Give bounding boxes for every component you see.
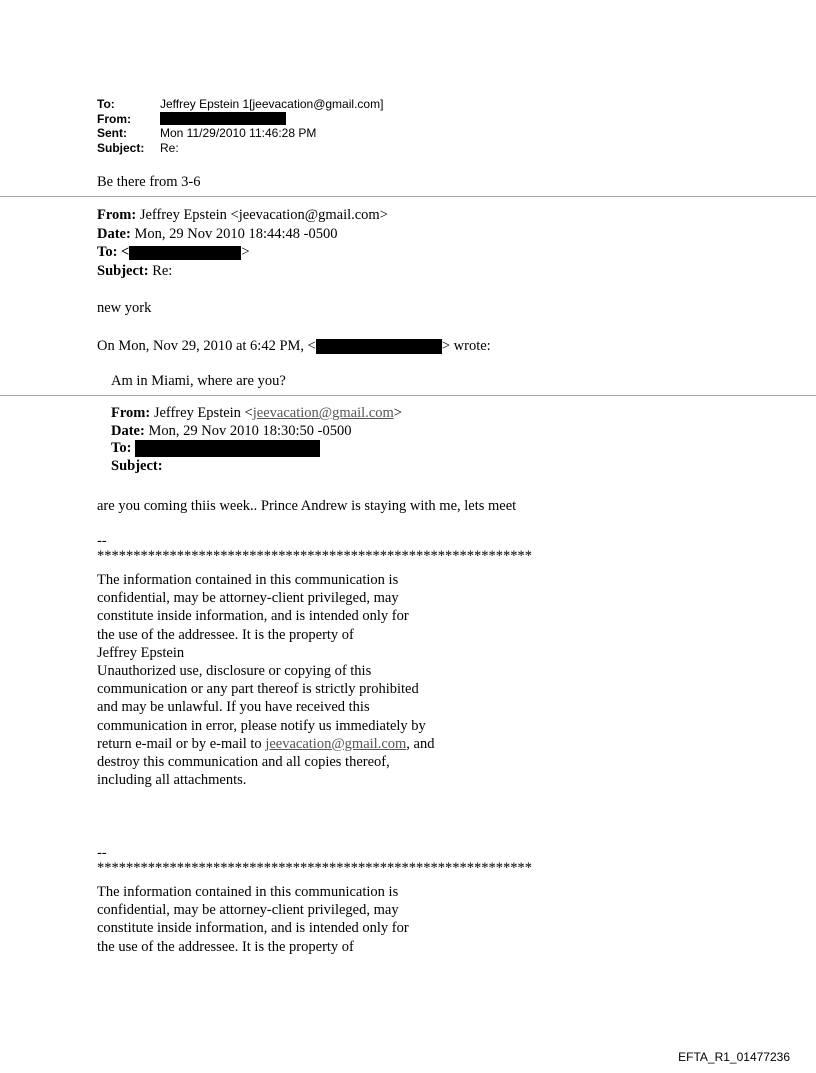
email-header	[97, 97, 383, 155]
header-subject-row	[97, 141, 383, 156]
disclaimer-line: confidential, may be attorney-client privileged, may	[97, 902, 399, 919]
quoted-from-value: Jeffrey Epstein <jeevacation@gmail.com>	[139, 207, 388, 223]
disclaimer-line: confidential, may be attorney-client privileged, may	[97, 590, 399, 607]
to-label: To:	[97, 97, 115, 111]
quoted2-from-name: Jeffrey Epstein <	[153, 405, 253, 421]
quoted-to-open: <	[121, 244, 130, 260]
quoted2-subject-label: Subject:	[111, 457, 163, 474]
redaction-box	[160, 112, 286, 125]
quoted-subject-row	[97, 262, 388, 281]
subject-label: Subject:	[97, 140, 145, 155]
quoted-header-2	[111, 405, 402, 475]
disclaimer-email-link[interactable]: jeevacation@gmail.com	[265, 735, 407, 752]
quoted2-to-row	[111, 440, 402, 458]
quoted-message: are you coming thiis week.. Prince Andrew is staying with me, lets meet	[97, 498, 517, 514]
quoted2-date-label: Date:	[111, 422, 145, 439]
divider	[0, 395, 816, 396]
wrote-line	[97, 337, 491, 356]
quoted2-date-row	[111, 423, 402, 441]
disclaimer-line: Jeffrey Epstein	[97, 644, 185, 661]
quoted2-date-value: Mon, 29 Nov 2010 18:30:50 -0500	[148, 422, 352, 439]
header-from-row	[97, 112, 383, 127]
signature-dash: --	[97, 845, 107, 861]
disclaimer-line: the use of the addressee. It is the property of	[97, 938, 354, 955]
wrote-suffix: > wrote:	[441, 338, 491, 354]
quoted-date-value: Mon, 29 Nov 2010 18:44:48 -0500	[134, 225, 338, 242]
disclaimer-line: The information contained in this communication is	[97, 572, 399, 588]
divider	[0, 196, 816, 197]
disclaimer-line: the use of the addressee. It is the property of	[97, 626, 354, 643]
wrote-prefix: On Mon, Nov 29, 2010 at 6:42 PM, <	[97, 338, 316, 354]
quoted-from-label: From:	[97, 207, 137, 223]
quoted2-subject-row	[111, 458, 402, 476]
quoted2-to-label: To:	[111, 440, 132, 456]
disclaimer-line: constitute inside information, and is intended only for	[97, 608, 409, 625]
disclaimer-email-suffix: , and	[406, 735, 435, 752]
document-id: EFTA_R1_01477236	[678, 1050, 790, 1064]
disclaimer-line: communication in error, please notify us immediately by	[97, 717, 426, 734]
quoted2-from-row	[111, 405, 402, 423]
disclaimer-line: including all attachments.	[97, 772, 247, 789]
header-sent-row	[97, 126, 383, 141]
signature-stars: ************************************************************	[97, 860, 532, 876]
disclaimer-line: constitute inside information, and is intended only for	[97, 920, 409, 937]
disclaimer-line: The information contained in this communication is	[97, 884, 399, 900]
disclaimer-block-2	[97, 883, 517, 956]
sent-label: Sent:	[97, 126, 127, 140]
redaction-box	[316, 339, 442, 354]
message-body: Be there from 3-6	[97, 174, 201, 190]
quoted-body-1: new york	[97, 300, 152, 316]
subject-value: Re:	[160, 140, 179, 155]
disclaimer-line: and may be unlawful. If you have received this	[97, 699, 370, 716]
redaction-box	[129, 246, 241, 260]
quoted2-from-label: From:	[111, 405, 151, 421]
redaction-box	[135, 440, 320, 457]
from-label: From:	[97, 111, 131, 126]
quoted2-from-email-link[interactable]: jeevacation@gmail.com	[252, 405, 394, 421]
sent-value: Mon 11/29/2010 11:46:28 PM	[160, 126, 317, 140]
disclaimer-block-1	[97, 571, 517, 789]
quoted-to-close: >	[241, 244, 250, 260]
quoted-from-row	[97, 206, 388, 225]
quoted-subject-label: Subject:	[97, 262, 149, 279]
quoted-date-row	[97, 225, 388, 244]
quoted-to-label: To:	[97, 244, 118, 260]
to-value: Jeffrey Epstein 1[jeevacation@gmail.com]	[160, 97, 384, 111]
quoted-to-row	[97, 243, 388, 262]
disclaimer-line: Unauthorized use, disclosure or copying of this	[97, 663, 372, 680]
signature-stars: ************************************************************	[97, 548, 532, 564]
quoted-date-label: Date:	[97, 225, 131, 242]
quoted2-from-close: >	[393, 405, 402, 421]
signature-dash: --	[97, 533, 107, 549]
disclaimer-line: destroy this communication and all copies thereof,	[97, 754, 390, 771]
disclaimer-email-line	[97, 735, 517, 753]
disclaimer-line: communication or any part thereof is strictly prohibited	[97, 681, 419, 698]
quoted-subject-value: Re:	[152, 262, 173, 279]
header-to-row	[97, 97, 383, 112]
disclaimer-email-prefix: return e-mail or by e-mail to	[97, 735, 266, 752]
quoted-header-1	[97, 206, 388, 280]
quoted-body-2: Am in Miami, where are you?	[111, 373, 286, 389]
